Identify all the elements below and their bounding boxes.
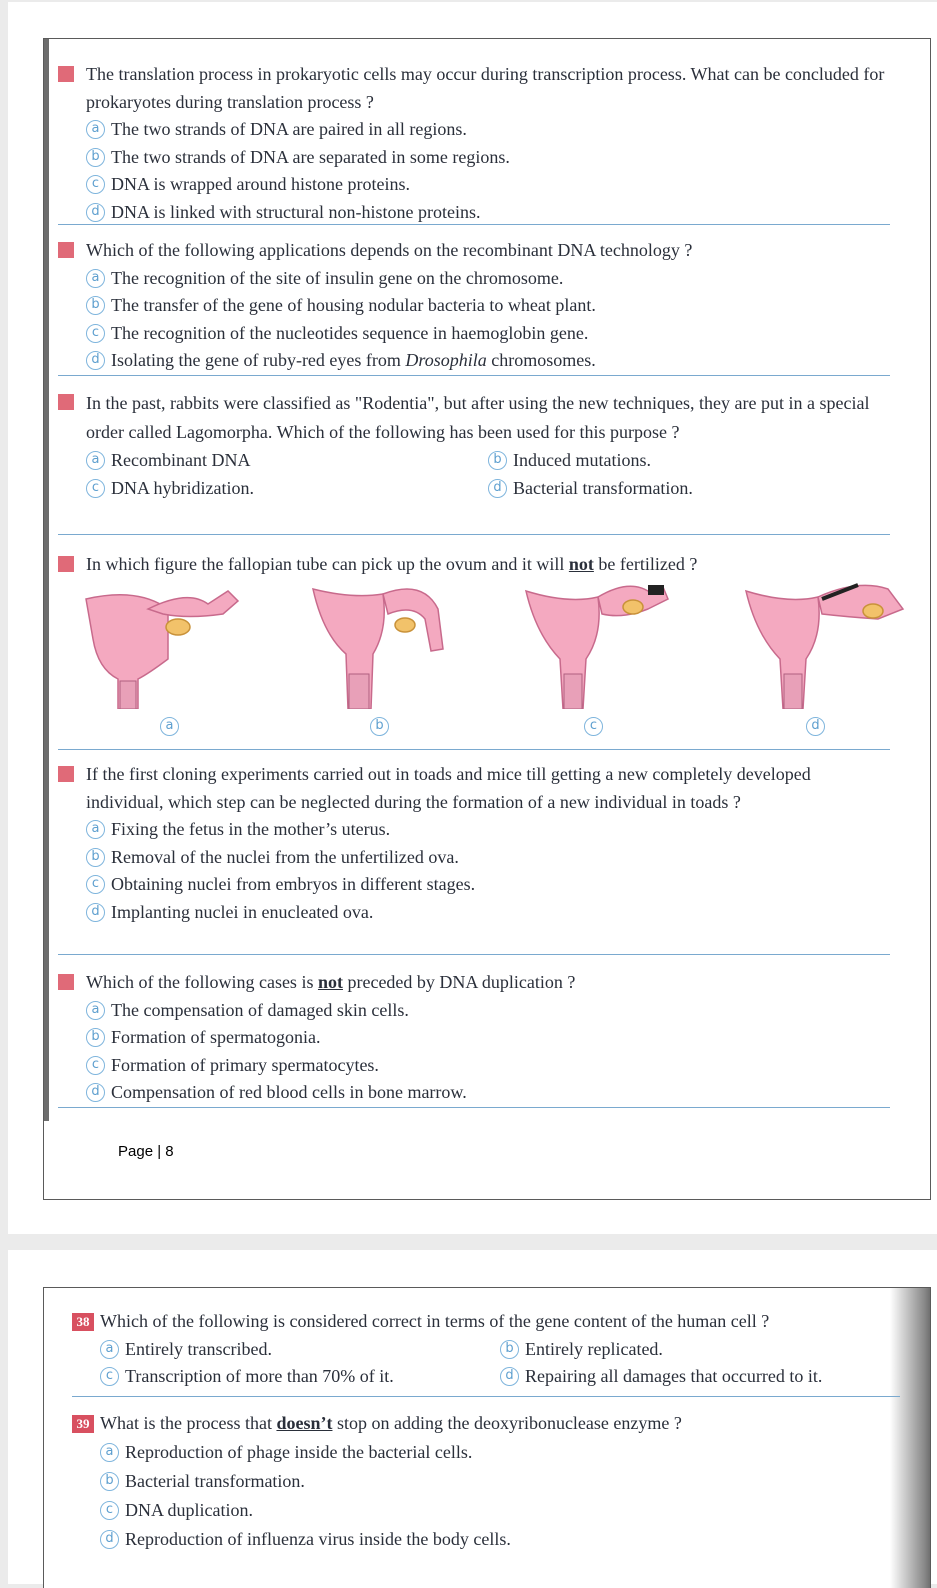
question-38 [72,1308,900,1397]
option-c[interactable] [86,320,890,348]
question-number-badge [58,766,74,782]
text-part: be fertilized ? [593,554,698,574]
option-letter: d [86,903,105,922]
option-letter: c [86,175,105,194]
option-letter: b [500,1340,519,1359]
uterus-figure-a[interactable] [78,579,258,709]
option-letter: b [86,296,105,315]
option-b[interactable] [86,1024,890,1052]
option-d[interactable] [86,347,890,375]
option-b[interactable] [488,447,890,475]
option-letter: b [86,848,105,867]
option-letter: c [86,324,105,343]
option-text: The recognition of the nucleotides sequence in haemoglobin gene. [111,322,589,343]
question-6 [58,969,890,1108]
figure-letter-d[interactable]: d [806,717,825,736]
page-footer: Page | 8 [118,1143,174,1160]
option-a[interactable] [100,1438,900,1467]
option-d[interactable] [500,1363,900,1391]
option-a[interactable] [100,1336,500,1364]
text-part: Which of the following cases is [86,972,318,992]
question-panel-2 [43,1287,931,1588]
option-letter: d [488,479,507,498]
emphasis: not [317,972,343,992]
option-letter: a [86,1001,105,1020]
option-c[interactable] [86,1052,890,1080]
option-text: Repairing all damages that occurred to it. [525,1366,823,1386]
option-letter: a [86,120,105,139]
option-a[interactable] [86,447,488,475]
option-text: Entirely replicated. [525,1338,663,1359]
option-letter: b [488,451,507,470]
figure-row [68,579,890,739]
question-number-badge: 38 [72,1313,94,1331]
option-a[interactable] [86,116,890,144]
question-number-badge [58,394,74,410]
option-text: Fixing the fetus in the mother’s uterus. [111,819,391,839]
italic-species: Drosophila [405,350,487,370]
option-text: The transfer of the gene of housing nodular bacteria to wheat plant. [111,295,596,315]
option-letter: a [86,820,105,839]
question-text: In the past, rabbits were classified as "Rodentia", but after using the new techniques, they are put in a special order called Lagomorpha. Which of the following has been used for this purpose ? [86,393,870,442]
option-letter: d [86,203,105,222]
option-letter: d [500,1367,519,1386]
question-1 [58,61,890,225]
option-letter: a [86,451,105,470]
option-a[interactable] [86,997,890,1025]
option-text: Removal of the nuclei from the unfertilized ova. [111,846,459,867]
option-text: The two strands of DNA are separated in some regions. [111,146,510,167]
option-letter: d [86,1083,105,1102]
option-letter: c [86,1056,105,1075]
option-b[interactable] [86,844,890,872]
option-text: Formation of spermatogonia. [111,1027,321,1047]
option-text: DNA duplication. [125,1499,253,1520]
question-text: The translation process in prokaryotic cells may occur during transcription process. What can be concluded for prokaryotes during translation process ? [86,64,885,112]
question-text [100,1410,900,1438]
option-text: Obtaining nuclei from embryos in different stages. [111,874,476,894]
question-4 [58,551,890,750]
option-text: Bacterial transformation. [513,477,693,498]
question-panel [43,38,931,1200]
option-text: The recognition of the site of insulin gene on the chromosome. [111,267,564,288]
option-text: The two strands of DNA are paired in all regions. [111,119,467,139]
option-b[interactable] [100,1467,900,1496]
option-letter: d [100,1530,119,1549]
emphasis: doesn’t [276,1413,333,1433]
option-letter: c [86,479,105,498]
question-number-badge: 39 [72,1415,94,1433]
question-text [86,551,890,579]
uterus-figure-b[interactable] [303,579,483,709]
option-text: DNA is linked with structural non-histone proteins. [111,201,481,222]
text-part: preceded by DNA duplication ? [342,972,576,992]
question-text: Which of the following applications depends on the recombinant DNA technology ? [86,240,693,260]
page-2 [8,1250,937,1584]
option-text: DNA hybridization. [111,477,254,498]
text-part: chromosomes. [486,350,596,370]
option-a[interactable] [86,265,890,293]
option-letter: a [86,269,105,288]
option-letter: a [100,1340,119,1359]
option-text: Recombinant DNA [111,450,251,470]
option-text: Bacterial transformation. [125,1470,305,1491]
option-d[interactable] [86,899,890,927]
option-b[interactable] [86,292,890,320]
figure-letter-c[interactable]: c [584,717,603,736]
question-number-badge [58,242,74,258]
option-b[interactable] [500,1336,900,1364]
text-part: Isolating the gene of ruby-red eyes from [111,350,406,370]
option-d[interactable] [100,1525,900,1554]
option-text: Implanting nuclei in enucleated ova. [111,901,374,922]
option-d[interactable] [488,475,890,503]
question-text [86,969,890,997]
text-part: What is the process that [100,1413,277,1433]
option-letter: b [86,148,105,167]
uterus-figure-d[interactable] [738,579,918,709]
question-number-badge [58,556,74,572]
question-number-badge [58,974,74,990]
text-part: In which figure the fallopian tube can pick up the ovum and it will [86,554,569,574]
page-1 [8,2,937,1234]
emphasis: not [568,554,594,574]
option-letter: b [86,1028,105,1047]
option-c[interactable] [86,871,890,899]
question-39 [72,1410,900,1560]
option-letter: c [100,1501,119,1520]
option-text: Reproduction of influenza virus inside the body cells. [125,1528,511,1549]
option-letter: a [100,1443,119,1462]
option-d[interactable] [86,199,890,227]
option-c[interactable] [100,1496,900,1525]
option-text [111,347,596,375]
figure-letter-b[interactable]: b [370,717,389,736]
option-text: Transcription of more than 70% of it. [125,1366,394,1386]
option-letter: c [100,1367,119,1386]
option-c[interactable] [86,475,488,503]
option-text: DNA is wrapped around histone proteins. [111,174,410,194]
sidebar-strip [44,39,49,1121]
option-letter: c [86,875,105,894]
question-5 [58,761,890,955]
option-text: Reproduction of phage inside the bacterial cells. [125,1441,473,1462]
question-3 [58,389,890,535]
option-text: Formation of primary spermatocytes. [111,1054,379,1075]
question-number-badge [58,66,74,82]
option-text: Compensation of red blood cells in bone marrow. [111,1082,467,1102]
option-c[interactable] [100,1363,500,1391]
option-a[interactable] [86,816,890,844]
option-d[interactable] [86,1079,890,1107]
uterus-figure-c[interactable] [518,579,698,709]
option-text: Induced mutations. [513,450,651,470]
text-part: stop on adding the deoxyribonuclease enzyme ? [332,1413,682,1433]
figure-letter-a[interactable]: a [160,717,179,736]
option-b[interactable] [86,144,890,172]
option-text: Entirely transcribed. [125,1338,272,1359]
question-2 [58,237,890,376]
option-c[interactable] [86,171,890,199]
option-letter: b [100,1472,119,1491]
option-letter: d [86,351,105,370]
option-text: The compensation of damaged skin cells. [111,999,409,1020]
question-text: Which of the following is considered correct in terms of the gene content of the human cell ? [100,1311,770,1331]
question-text: If the first cloning experiments carried out in toads and mice till getting a new completely developed individual, which step can be neglected during the formation of a new individual in toads ? [86,764,811,812]
